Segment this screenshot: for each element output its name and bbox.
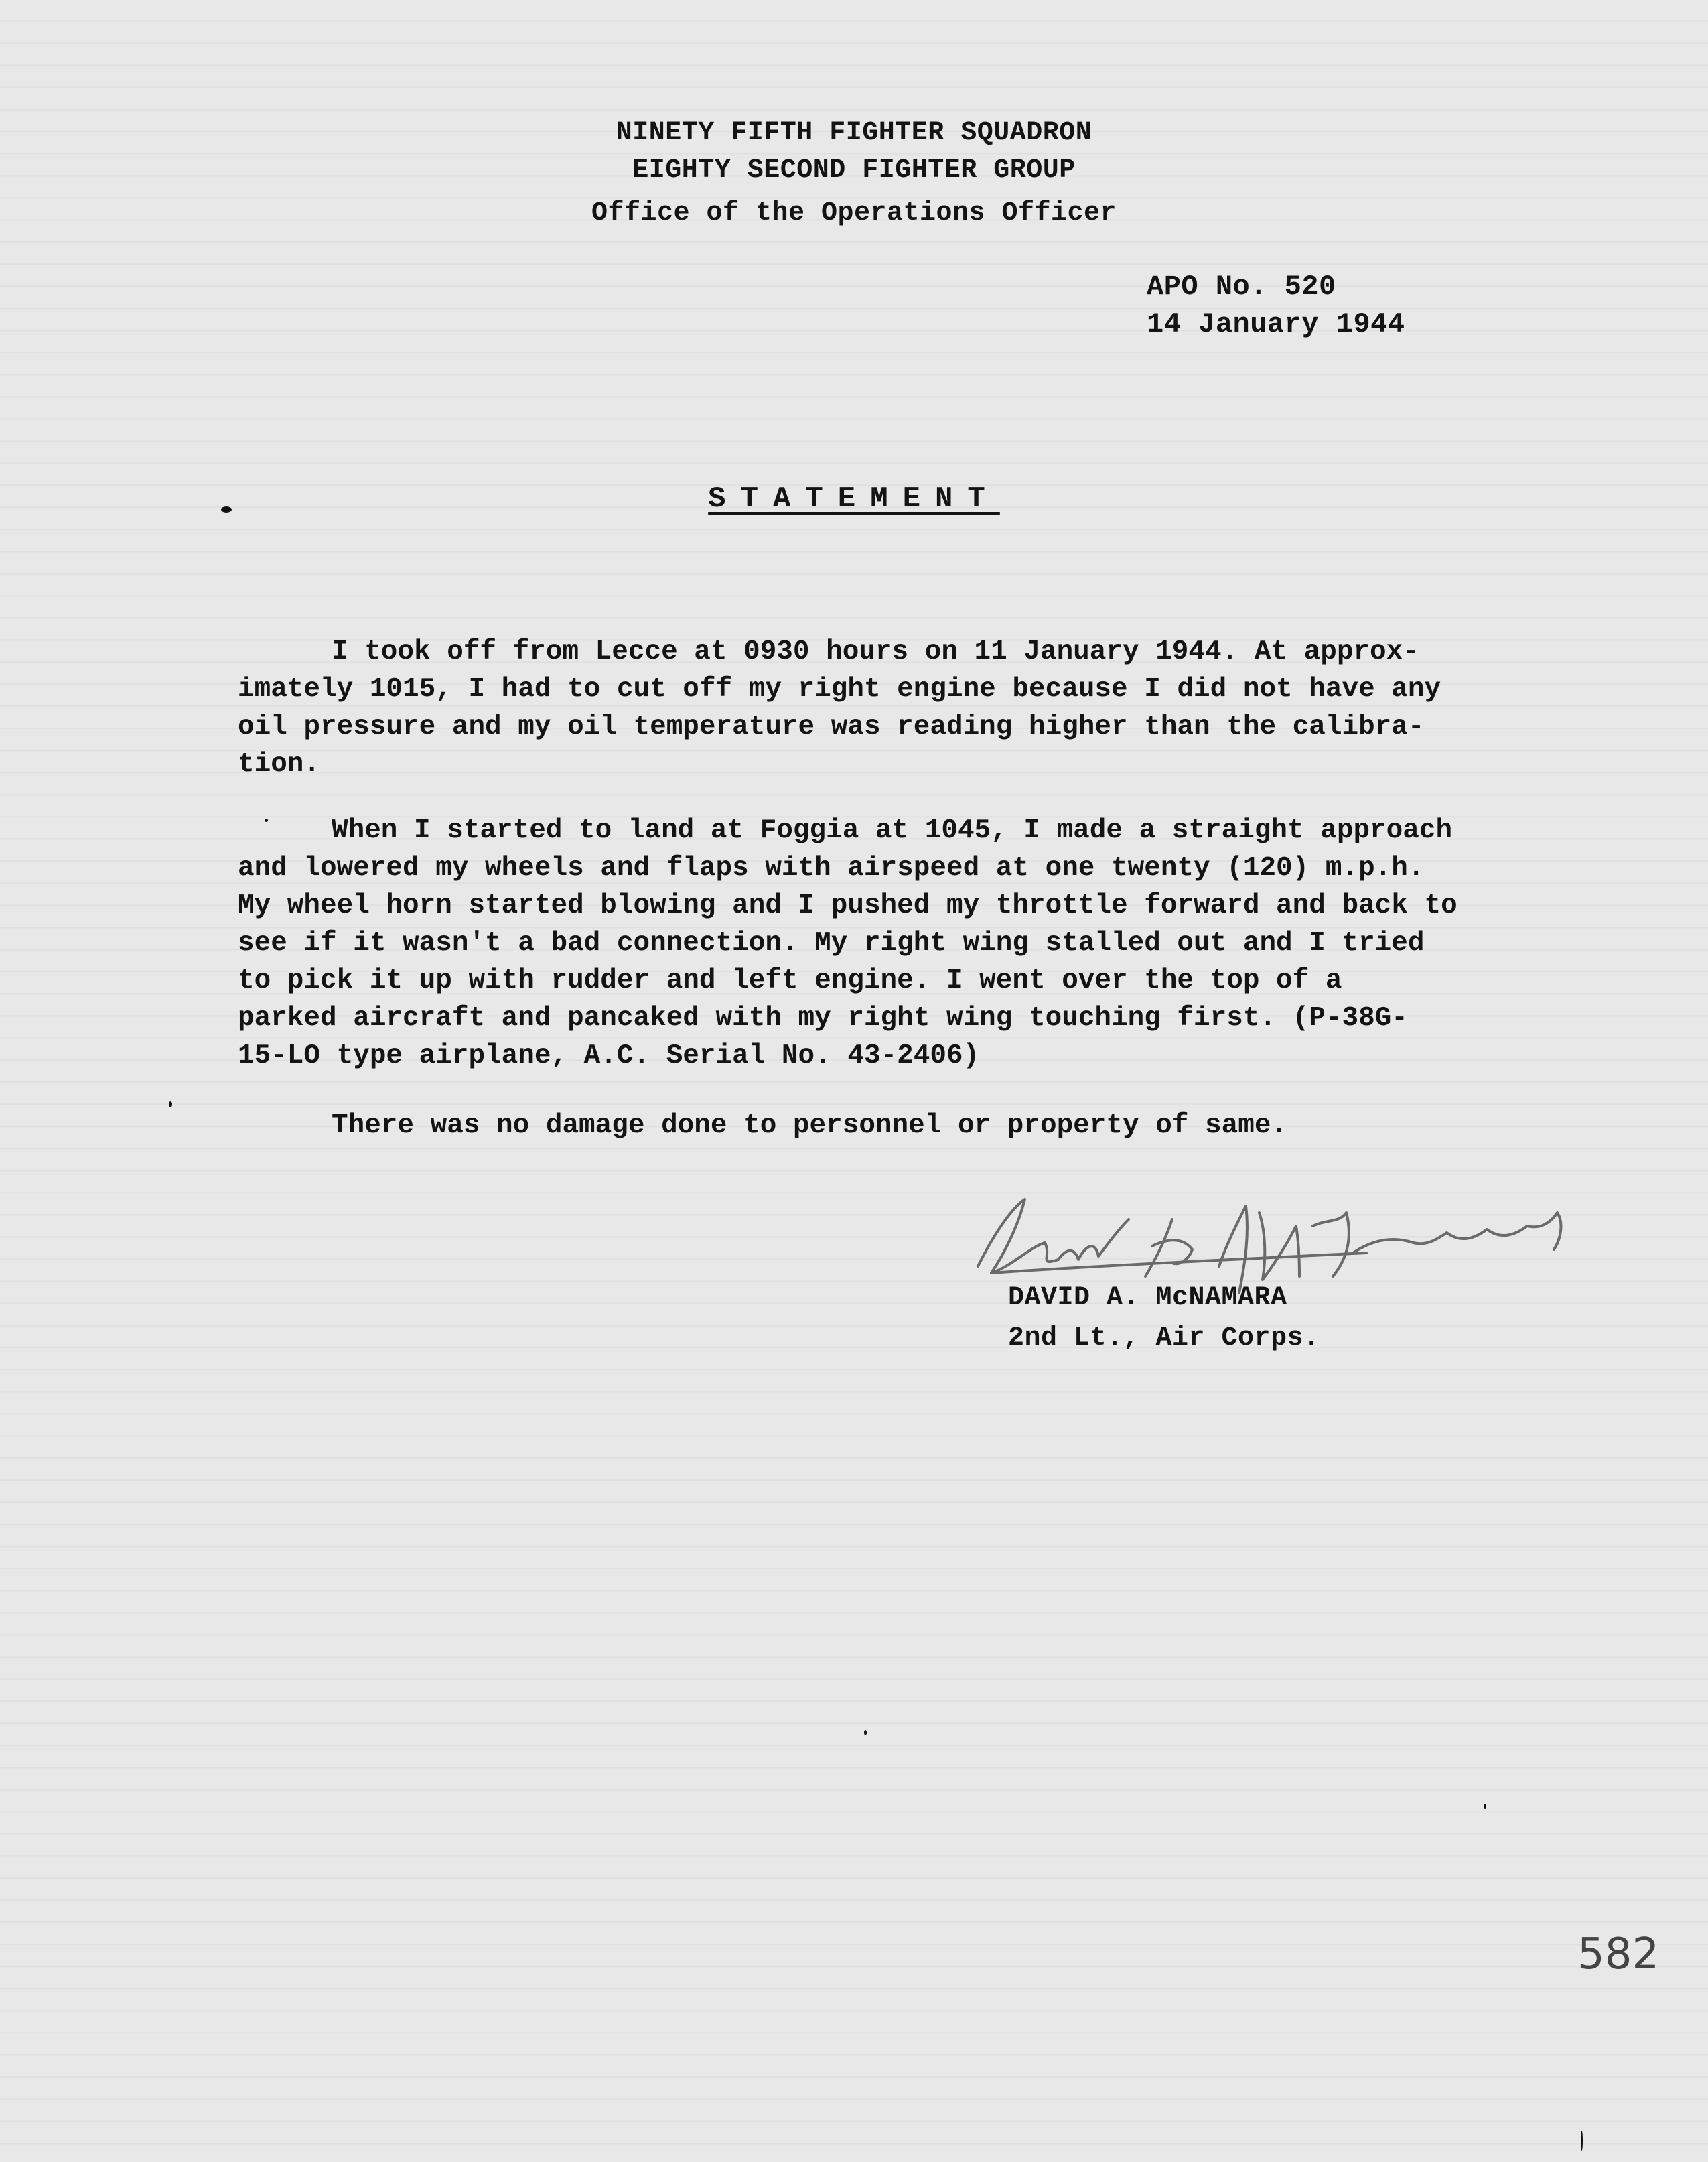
ink-speck [265,819,268,822]
ink-speck [864,1730,867,1735]
document-date: 14 January 1944 [1147,308,1405,340]
signatory-name: DAVID A. McNAMARA [1008,1283,1287,1313]
paragraph-line: parked aircraft and pancaked with my right wing touching first. (P-38G- [238,1003,1408,1034]
signatory-rank: 2nd Lt., Air Corps. [1008,1323,1320,1353]
letterhead-group: EIGHTY SECOND FIGHTER GROUP [632,155,1076,186]
paragraph-line: 15-LO type airplane, A.C. Serial No. 43-2406) [238,1040,980,1071]
paragraph-line: and lowered my wheels and flaps with airspeed at one twenty (120) m.p.h. [238,853,1425,884]
paragraph-line: When I started to land at Foggia at 1045, I made a straight approach [332,815,1453,846]
paragraph-1 [238,633,1571,783]
paragraph-line: My wheel horn started blowing and I pushed my throttle forward and back to [238,890,1457,921]
letterhead-office: Office of the Operations Officer [591,198,1117,228]
document-title: STATEMENT [708,482,1000,516]
ink-speck [221,506,232,513]
apo-number: APO No. 520 [1147,271,1336,303]
ink-speck [1581,2131,1583,2151]
handwritten-signature [951,1166,1614,1300]
paragraph-line: see if it wasn't a bad connection. My right wing stalled out and I tried [238,928,1425,959]
letterhead-squadron: NINETY FIFTH FIGHTER SQUADRON [616,118,1092,148]
page-number: 582 [1577,1930,1660,1979]
paragraph-line: oil pressure and my oil temperature was reading higher than the calibra- [238,712,1425,742]
paragraph-line: I took off from Lecce at 0930 hours on 11 January 1944. At approx- [332,636,1419,667]
paragraph-line: There was no damage done to personnel or property of same. [332,1110,1288,1141]
ink-speck [1484,1804,1486,1809]
paragraph-3 [238,1107,1571,1144]
paragraph-line: tion. [238,749,321,780]
paragraph-line: to pick it up with rudder and left engine. I went over the top of a [238,965,1342,996]
paragraph-line: imately 1015, I had to cut off my right engine because I did not have any [238,674,1441,705]
paragraph-2 [238,812,1571,1075]
ink-speck [169,1101,172,1107]
